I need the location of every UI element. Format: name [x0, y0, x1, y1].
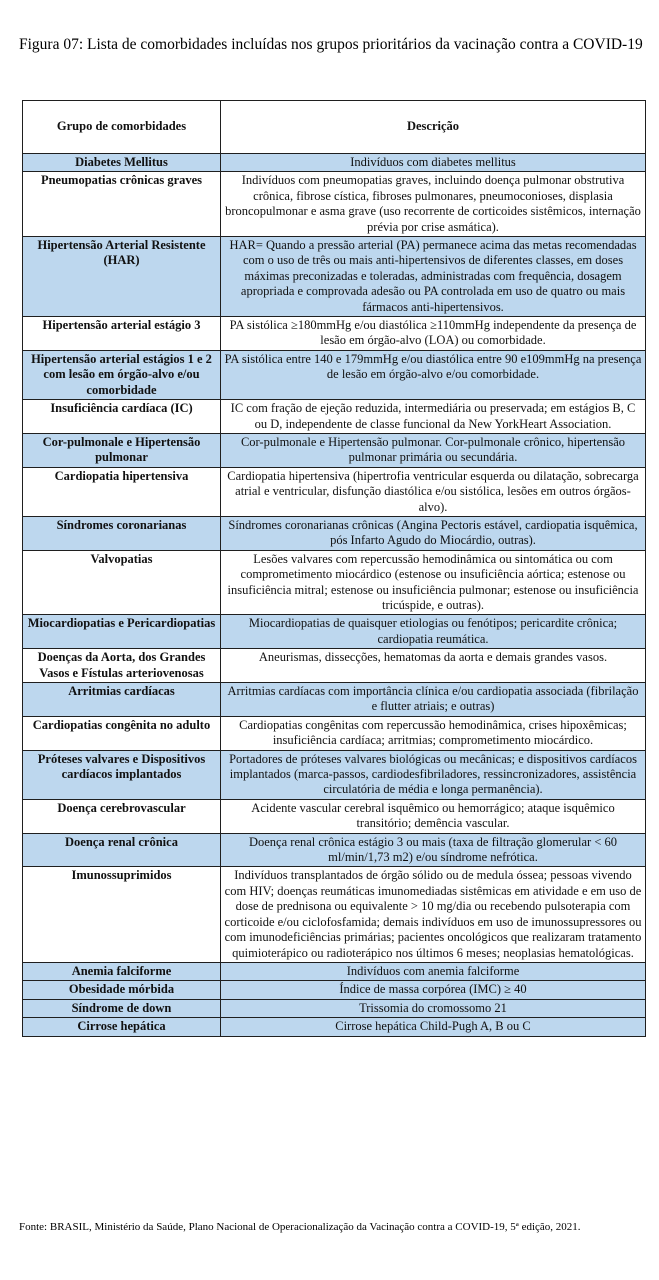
- row-group: Doença cerebrovascular: [23, 799, 221, 833]
- table-row: [23, 400, 646, 434]
- table-row: [23, 516, 646, 550]
- row-description: Indivíduos transplantados de órgão sólido ou de medula óssea; pessoas vivendo com HIV; doenças reumáticas imunomediadas sistêmicas em atividade e em uso de dose de prednisona ou equivalente > 10 mg/dia ou recebendo pulsoterapia com corticoide e/ou ciclofosfamida; demais indivíduos em uso de imunossupressores ou com imunodeficiências primárias; pacientes oncológicos que realizaram tratamento quimioterápico ou radioterápico nos últimos 6 meses; neoplasias hematológicas.: [221, 867, 646, 962]
- row-group: Cardiopatias congênita no adulto: [23, 716, 221, 750]
- table-body: [23, 154, 646, 1037]
- row-description: PA sistólica ≥180mmHg e/ou diastólica ≥110mmHg independente da presença de lesão em órgão-alvo (LOA) ou comorbidade.: [221, 317, 646, 351]
- row-description: HAR= Quando a pressão arterial (PA) permanece acima das metas recomendadas com o uso de três ou mais anti-hipertensivos de diferentes classes, em doses máximas preconizadas e toleradas, administradas com frequência, dosagem apropriada e comprovada adesão ou PA controlada em uso de quatro ou mais fármacos anti-hipertensivos.: [221, 237, 646, 317]
- row-description: Indivíduos com anemia falciforme: [221, 962, 646, 980]
- row-group: Próteses valvares e Dispositivos cardíacos implantados: [23, 750, 221, 799]
- comorbidities-table: [22, 100, 646, 1037]
- table-row: [23, 237, 646, 317]
- row-description: Cardiopatias congênitas com repercussão hemodinâmica, crises hipoxêmicas; insuficiência cardíaca; arritmias; comprometimento miocárdico.: [221, 716, 646, 750]
- row-group: Diabetes Mellitus: [23, 154, 221, 172]
- row-description: Indivíduos com pneumopatias graves, incluindo doença pulmonar obstrutiva crônica, fibrose cística, fibroses pulmonares, pneumoconioses, displasia broncopulmonar e asma grave (uso recorrente de corticoides sistêmicos, internação prévia por crise asmática).: [221, 172, 646, 237]
- row-group: Obesidade mórbida: [23, 981, 221, 999]
- table-row: [23, 1018, 646, 1036]
- table-row: [23, 750, 646, 799]
- table-row: [23, 683, 646, 717]
- row-group: Cirrose hepática: [23, 1018, 221, 1036]
- table-row: [23, 867, 646, 962]
- row-description: Acidente vascular cerebral isquêmico ou hemorrágico; ataque isquêmico transitório; demência vascular.: [221, 799, 646, 833]
- row-description: Cardiopatia hipertensiva (hipertrofia ventricular esquerda ou dilatação, sobrecarga atrial e ventricular, disfunção diastólica e/ou sistólica, lesões em outros órgãos-alvo).: [221, 467, 646, 516]
- table-row: [23, 962, 646, 980]
- source-note: Fonte: BRASIL, Ministério da Saúde, Plano Nacional de Operacionalização da Vacinação contra a COVID-19, 5ª edição, 2021.: [19, 1221, 581, 1233]
- row-group: Insuficiência cardíaca (IC): [23, 400, 221, 434]
- table-row: [23, 433, 646, 467]
- table-row: [23, 317, 646, 351]
- row-description: Aneurismas, dissecções, hematomas da aorta e demais grandes vasos.: [221, 649, 646, 683]
- table-row: [23, 154, 646, 172]
- figure-title: Figura 07: Lista de comorbidades incluídas nos grupos prioritários da vacinação contra a COVID-19: [19, 36, 643, 53]
- row-group: Pneumopatias crônicas graves: [23, 172, 221, 237]
- row-group: Anemia falciforme: [23, 962, 221, 980]
- row-group: Imunossuprimidos: [23, 867, 221, 962]
- row-description: Cirrose hepática Child-Pugh A, B ou C: [221, 1018, 646, 1036]
- row-group: Hipertensão arterial estágio 3: [23, 317, 221, 351]
- row-group: Miocardiopatias e Pericardiopatias: [23, 615, 221, 649]
- row-group: Doenças da Aorta, dos Grandes Vasos e Fístulas arteriovenosas: [23, 649, 221, 683]
- row-group: Hipertensão arterial estágios 1 e 2 com lesão em órgão-alvo e/ou comorbidade: [23, 350, 221, 399]
- row-description: IC com fração de ejeção reduzida, intermediária ou preservada; em estágios B, C ou D, independente de classe funcional da New YorkHeart Association.: [221, 400, 646, 434]
- table-header-row: [23, 101, 646, 154]
- table-row: [23, 467, 646, 516]
- row-description: Portadores de próteses valvares biológicas ou mecânicas; e dispositivos cardíacos implantados (marca-passos, cardiodesfibriladores, ressincronizadores, assistência circulatória de média e longa permanência).: [221, 750, 646, 799]
- table-row: [23, 716, 646, 750]
- table-row: [23, 615, 646, 649]
- table-row: [23, 981, 646, 999]
- row-group: Arritmias cardíacas: [23, 683, 221, 717]
- row-group: Cardiopatia hipertensiva: [23, 467, 221, 516]
- table-row: [23, 799, 646, 833]
- row-description: Síndromes coronarianas crônicas (Angina Pectoris estável, cardiopatia isquêmica, pós Infarto Agudo do Miocárdio, outras).: [221, 516, 646, 550]
- row-description: Indivíduos com diabetes mellitus: [221, 154, 646, 172]
- table-row: [23, 649, 646, 683]
- row-description: Doença renal crônica estágio 3 ou mais (taxa de filtração glomerular < 60 ml/min/1,73 m2) e/ou síndrome nefrótica.: [221, 833, 646, 867]
- row-group: Síndrome de down: [23, 999, 221, 1017]
- table-row: [23, 350, 646, 399]
- header-description: Descrição: [221, 101, 646, 154]
- table-row: [23, 550, 646, 615]
- row-description: Arritmias cardíacas com importância clínica e/ou cardiopatia associada (fibrilação e flutter atriais; e outras): [221, 683, 646, 717]
- row-description: Índice de massa corpórea (IMC) ≥ 40: [221, 981, 646, 999]
- row-group: Doença renal crônica: [23, 833, 221, 867]
- row-description: Cor-pulmonale e Hipertensão pulmonar. Cor-pulmonale crônico, hipertensão pulmonar primária ou secundária.: [221, 433, 646, 467]
- row-group: Cor-pulmonale e Hipertensão pulmonar: [23, 433, 221, 467]
- header-group: Grupo de comorbidades: [23, 101, 221, 154]
- row-description: Lesões valvares com repercussão hemodinâmica ou sintomática ou com comprometimento miocárdico (estenose ou insuficiência aórtica; estenose ou insuficiência mitral; estenose ou insuficiência pulmonar; estenose ou insuficiência tricúspide, e outras).: [221, 550, 646, 615]
- table-row: [23, 172, 646, 237]
- row-group: Síndromes coronarianas: [23, 516, 221, 550]
- row-group: Valvopatias: [23, 550, 221, 615]
- row-group: Hipertensão Arterial Resistente (HAR): [23, 237, 221, 317]
- table-row: [23, 833, 646, 867]
- row-description: Miocardiopatias de quaisquer etiologias ou fenótipos; pericardite crônica; cardiopatia reumática.: [221, 615, 646, 649]
- row-description: PA sistólica entre 140 e 179mmHg e/ou diastólica entre 90 e109mmHg na presença de lesão em órgão-alvo e/ou comorbidade.: [221, 350, 646, 399]
- row-description: Trissomia do cromossomo 21: [221, 999, 646, 1017]
- table-row: [23, 999, 646, 1017]
